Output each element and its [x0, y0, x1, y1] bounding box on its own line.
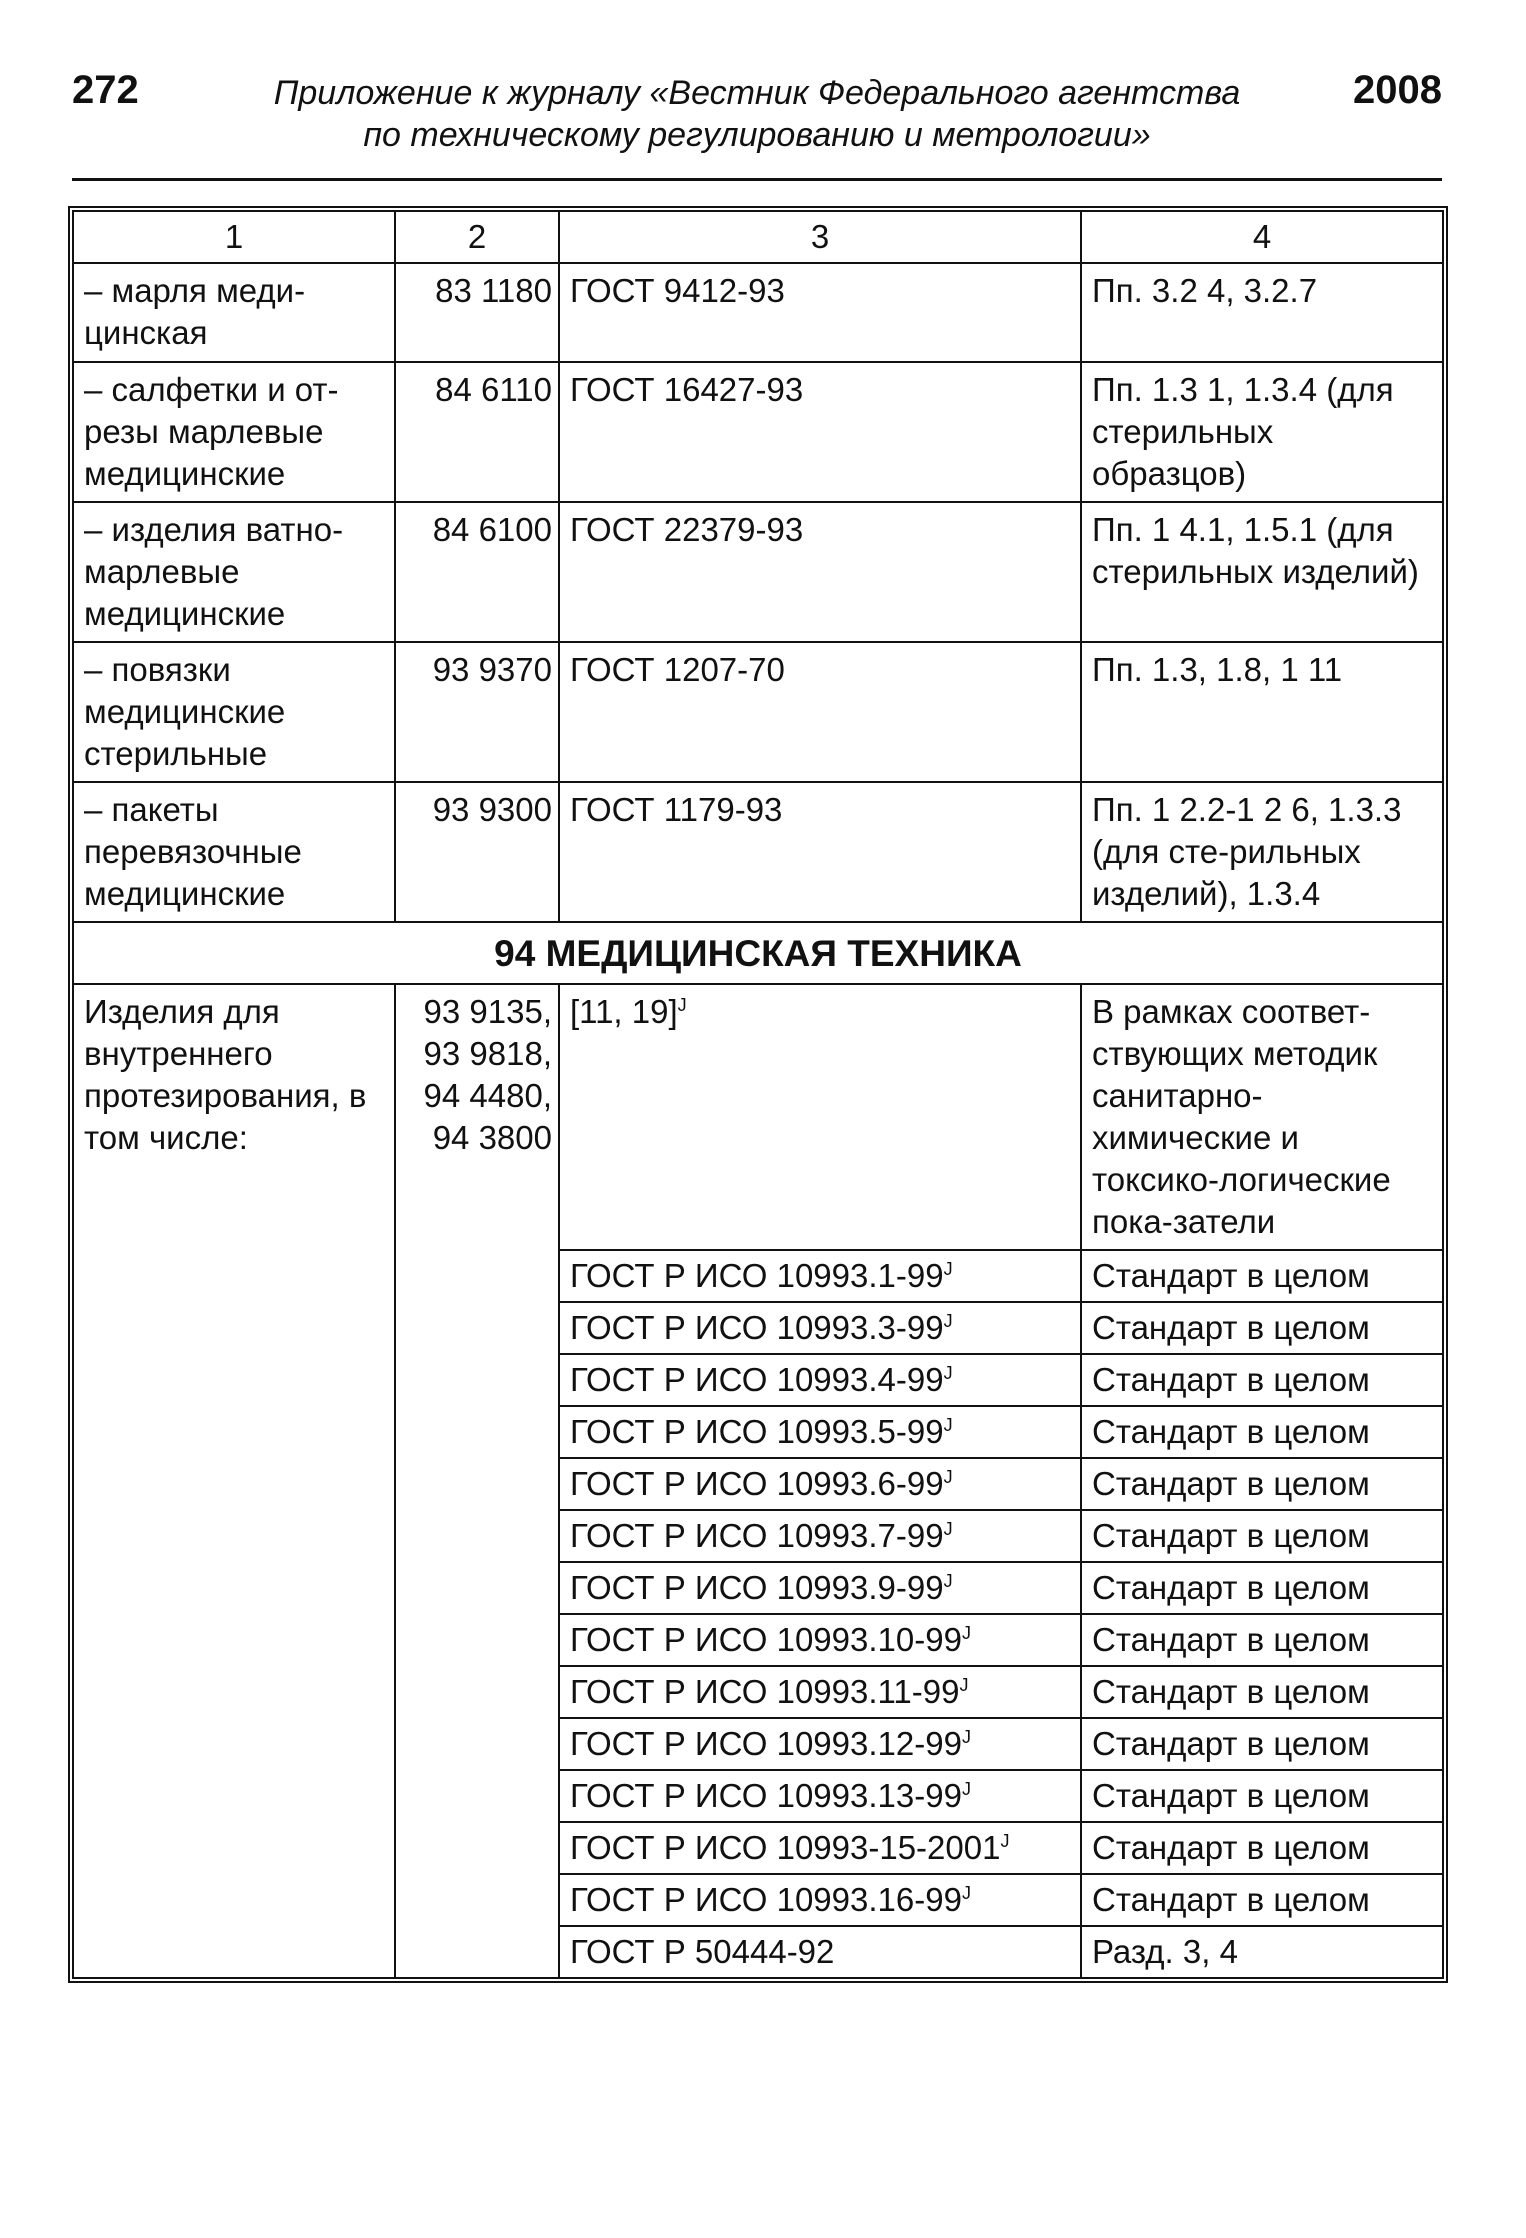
table-row [73, 782, 1443, 922]
column-header: 2 [395, 211, 559, 263]
year: 2008 [1353, 68, 1442, 112]
clause-cell: Стандарт в целом [1081, 1250, 1443, 1302]
footnote-mark: J [961, 1727, 971, 1747]
product-name-cell: – пакеты перевязочные медицинские [73, 782, 395, 922]
clause-cell: В рамках соответ-ствующих методик санитарно-химические и токсико-логические пока-затели [1081, 984, 1443, 1250]
standard-cell [559, 1822, 1081, 1874]
clause-cell: Пп. 1 2.2-1 2 6, 1.3.3 (для сте-рильных изделий), 1.3.4 [1081, 782, 1443, 922]
table-row [73, 362, 1443, 502]
standard-designation: ГОСТ Р ИСО 10993.11-99 [570, 1673, 960, 1710]
product-group-name-cell: Изделия для внутреннего протезирования, в том числе: [73, 984, 395, 1978]
standard-cell [559, 1666, 1081, 1718]
standard-cell [559, 1302, 1081, 1354]
standard-designation: ГОСТ Р ИСО 10993.6-99 [570, 1465, 944, 1502]
footnote-mark: J [961, 1623, 971, 1643]
clause-cell: Стандарт в целом [1081, 1874, 1443, 1926]
header-rule [72, 178, 1442, 181]
clause-cell: Стандарт в целом [1081, 1302, 1443, 1354]
standard-cell: ГОСТ 9412-93 [559, 263, 1081, 362]
footnote-mark: J [961, 1883, 971, 1903]
standard-designation: ГОСТ Р ИСО 10993.7-99 [570, 1517, 944, 1554]
standards-table-body [73, 211, 1443, 1978]
footnote-mark: J [943, 1519, 953, 1539]
standard-cell [559, 1718, 1081, 1770]
standard-designation: ГОСТ Р ИСО 10993.4-99 [570, 1361, 944, 1398]
okp-code-cell: 84 6100 [395, 502, 559, 642]
section-row [73, 922, 1443, 984]
clause-cell: Стандарт в целом [1081, 1718, 1443, 1770]
standard-designation: ГОСТ Р ИСО 10993.3-99 [570, 1309, 944, 1346]
table-row [73, 263, 1443, 362]
journal-title-line1: Приложение к журналу «Вестник Федерального агентства [273, 74, 1241, 112]
okp-code-cell: 83 1180 [395, 263, 559, 362]
footnote-mark: J [943, 1363, 953, 1383]
clause-cell: Пп. 1.3, 1.8, 1 11 [1081, 642, 1443, 782]
table-row [73, 642, 1443, 782]
standard-cell: ГОСТ 22379-93 [559, 502, 1081, 642]
column-number-row [73, 211, 1443, 263]
column-header: 1 [73, 211, 395, 263]
okp-codes-cell: 93 9135, 93 9818, 94 4480, 94 3800 [395, 984, 559, 1978]
journal-title-line2: по техническому регулированию и метрологии» [363, 116, 1151, 154]
standard-cell [559, 1458, 1081, 1510]
journal-title [192, 72, 1322, 156]
standards-table [72, 210, 1444, 1979]
standard-cell [559, 1770, 1081, 1822]
product-name-cell: – повязки медицинские стерильные [73, 642, 395, 782]
product-name-cell: – салфетки и от-резы марлевые медицинские [73, 362, 395, 502]
standard-cell [559, 1562, 1081, 1614]
page-header [72, 68, 1442, 178]
standard-designation: ГОСТ Р ИСО 10993.16-99 [570, 1881, 962, 1918]
standard-cell [559, 1614, 1081, 1666]
okp-code-cell: 93 9370 [395, 642, 559, 782]
clause-cell: Пп. 3.2 4, 3.2.7 [1081, 263, 1443, 362]
clause-cell: Стандарт в целом [1081, 1458, 1443, 1510]
standard-designation: [11, 19] [570, 993, 678, 1030]
standard-cell [559, 1250, 1081, 1302]
standard-cell: ГОСТ 1179-93 [559, 782, 1081, 922]
standard-designation: ГОСТ Р ИСО 10993.13-99 [570, 1777, 962, 1814]
clause-cell: Стандарт в целом [1081, 1562, 1443, 1614]
clause-cell: Стандарт в целом [1081, 1406, 1443, 1458]
standard-cell [559, 1874, 1081, 1926]
standard-cell [559, 1406, 1081, 1458]
standard-cell [559, 984, 1081, 1250]
clause-cell: Стандарт в целом [1081, 1770, 1443, 1822]
product-name-cell: – марля меди-цинская [73, 263, 395, 362]
footnote-mark: J [1000, 1831, 1010, 1851]
column-header: 3 [559, 211, 1081, 263]
standard-designation: ГОСТ Р ИСО 10993.10-99 [570, 1621, 962, 1658]
standard-cell: ГОСТ 16427-93 [559, 362, 1081, 502]
standard-cell: ГОСТ Р 50444-92 [559, 1926, 1081, 1978]
section-title: 94 МЕДИЦИНСКАЯ ТЕХНИКА [73, 922, 1443, 984]
page-number: 272 [72, 68, 139, 112]
footnote-mark: J [961, 1779, 971, 1799]
clause-cell: Пп. 1 4.1, 1.5.1 (для стерильных изделий) [1081, 502, 1443, 642]
footnote-mark: J [943, 1467, 953, 1487]
product-name-cell: – изделия ватно-марлевые медицинские [73, 502, 395, 642]
standard-designation: ГОСТ Р ИСО 10993.9-99 [570, 1569, 944, 1606]
footnote-mark: J [959, 1675, 969, 1695]
standard-designation: ГОСТ Р ИСО 10993.1-99 [570, 1257, 944, 1294]
clause-cell: Стандарт в целом [1081, 1510, 1443, 1562]
footnote-mark: J [943, 1259, 953, 1279]
clause-cell: Разд. 3, 4 [1081, 1926, 1443, 1978]
standard-designation: ГОСТ Р ИСО 10993.5-99 [570, 1413, 944, 1450]
footnote-mark: J [943, 1571, 953, 1591]
table-row [73, 984, 1443, 1250]
footnote-mark: J [943, 1415, 953, 1435]
clause-cell: Стандарт в целом [1081, 1614, 1443, 1666]
column-header: 4 [1081, 211, 1443, 263]
standard-cell: ГОСТ 1207-70 [559, 642, 1081, 782]
standard-cell [559, 1510, 1081, 1562]
table-row [73, 502, 1443, 642]
footnote-mark: J [677, 995, 687, 1015]
standard-cell [559, 1354, 1081, 1406]
clause-cell: Стандарт в целом [1081, 1666, 1443, 1718]
footnote-mark: J [943, 1311, 953, 1331]
standard-designation: ГОСТ Р ИСО 10993-15-2001 [570, 1829, 1001, 1866]
clause-cell: Стандарт в целом [1081, 1354, 1443, 1406]
standard-designation: ГОСТ Р ИСО 10993.12-99 [570, 1725, 962, 1762]
okp-code-cell: 84 6110 [395, 362, 559, 502]
okp-code-cell: 93 9300 [395, 782, 559, 922]
clause-cell: Стандарт в целом [1081, 1822, 1443, 1874]
clause-cell: Пп. 1.3 1, 1.3.4 (для стерильных образцов) [1081, 362, 1443, 502]
